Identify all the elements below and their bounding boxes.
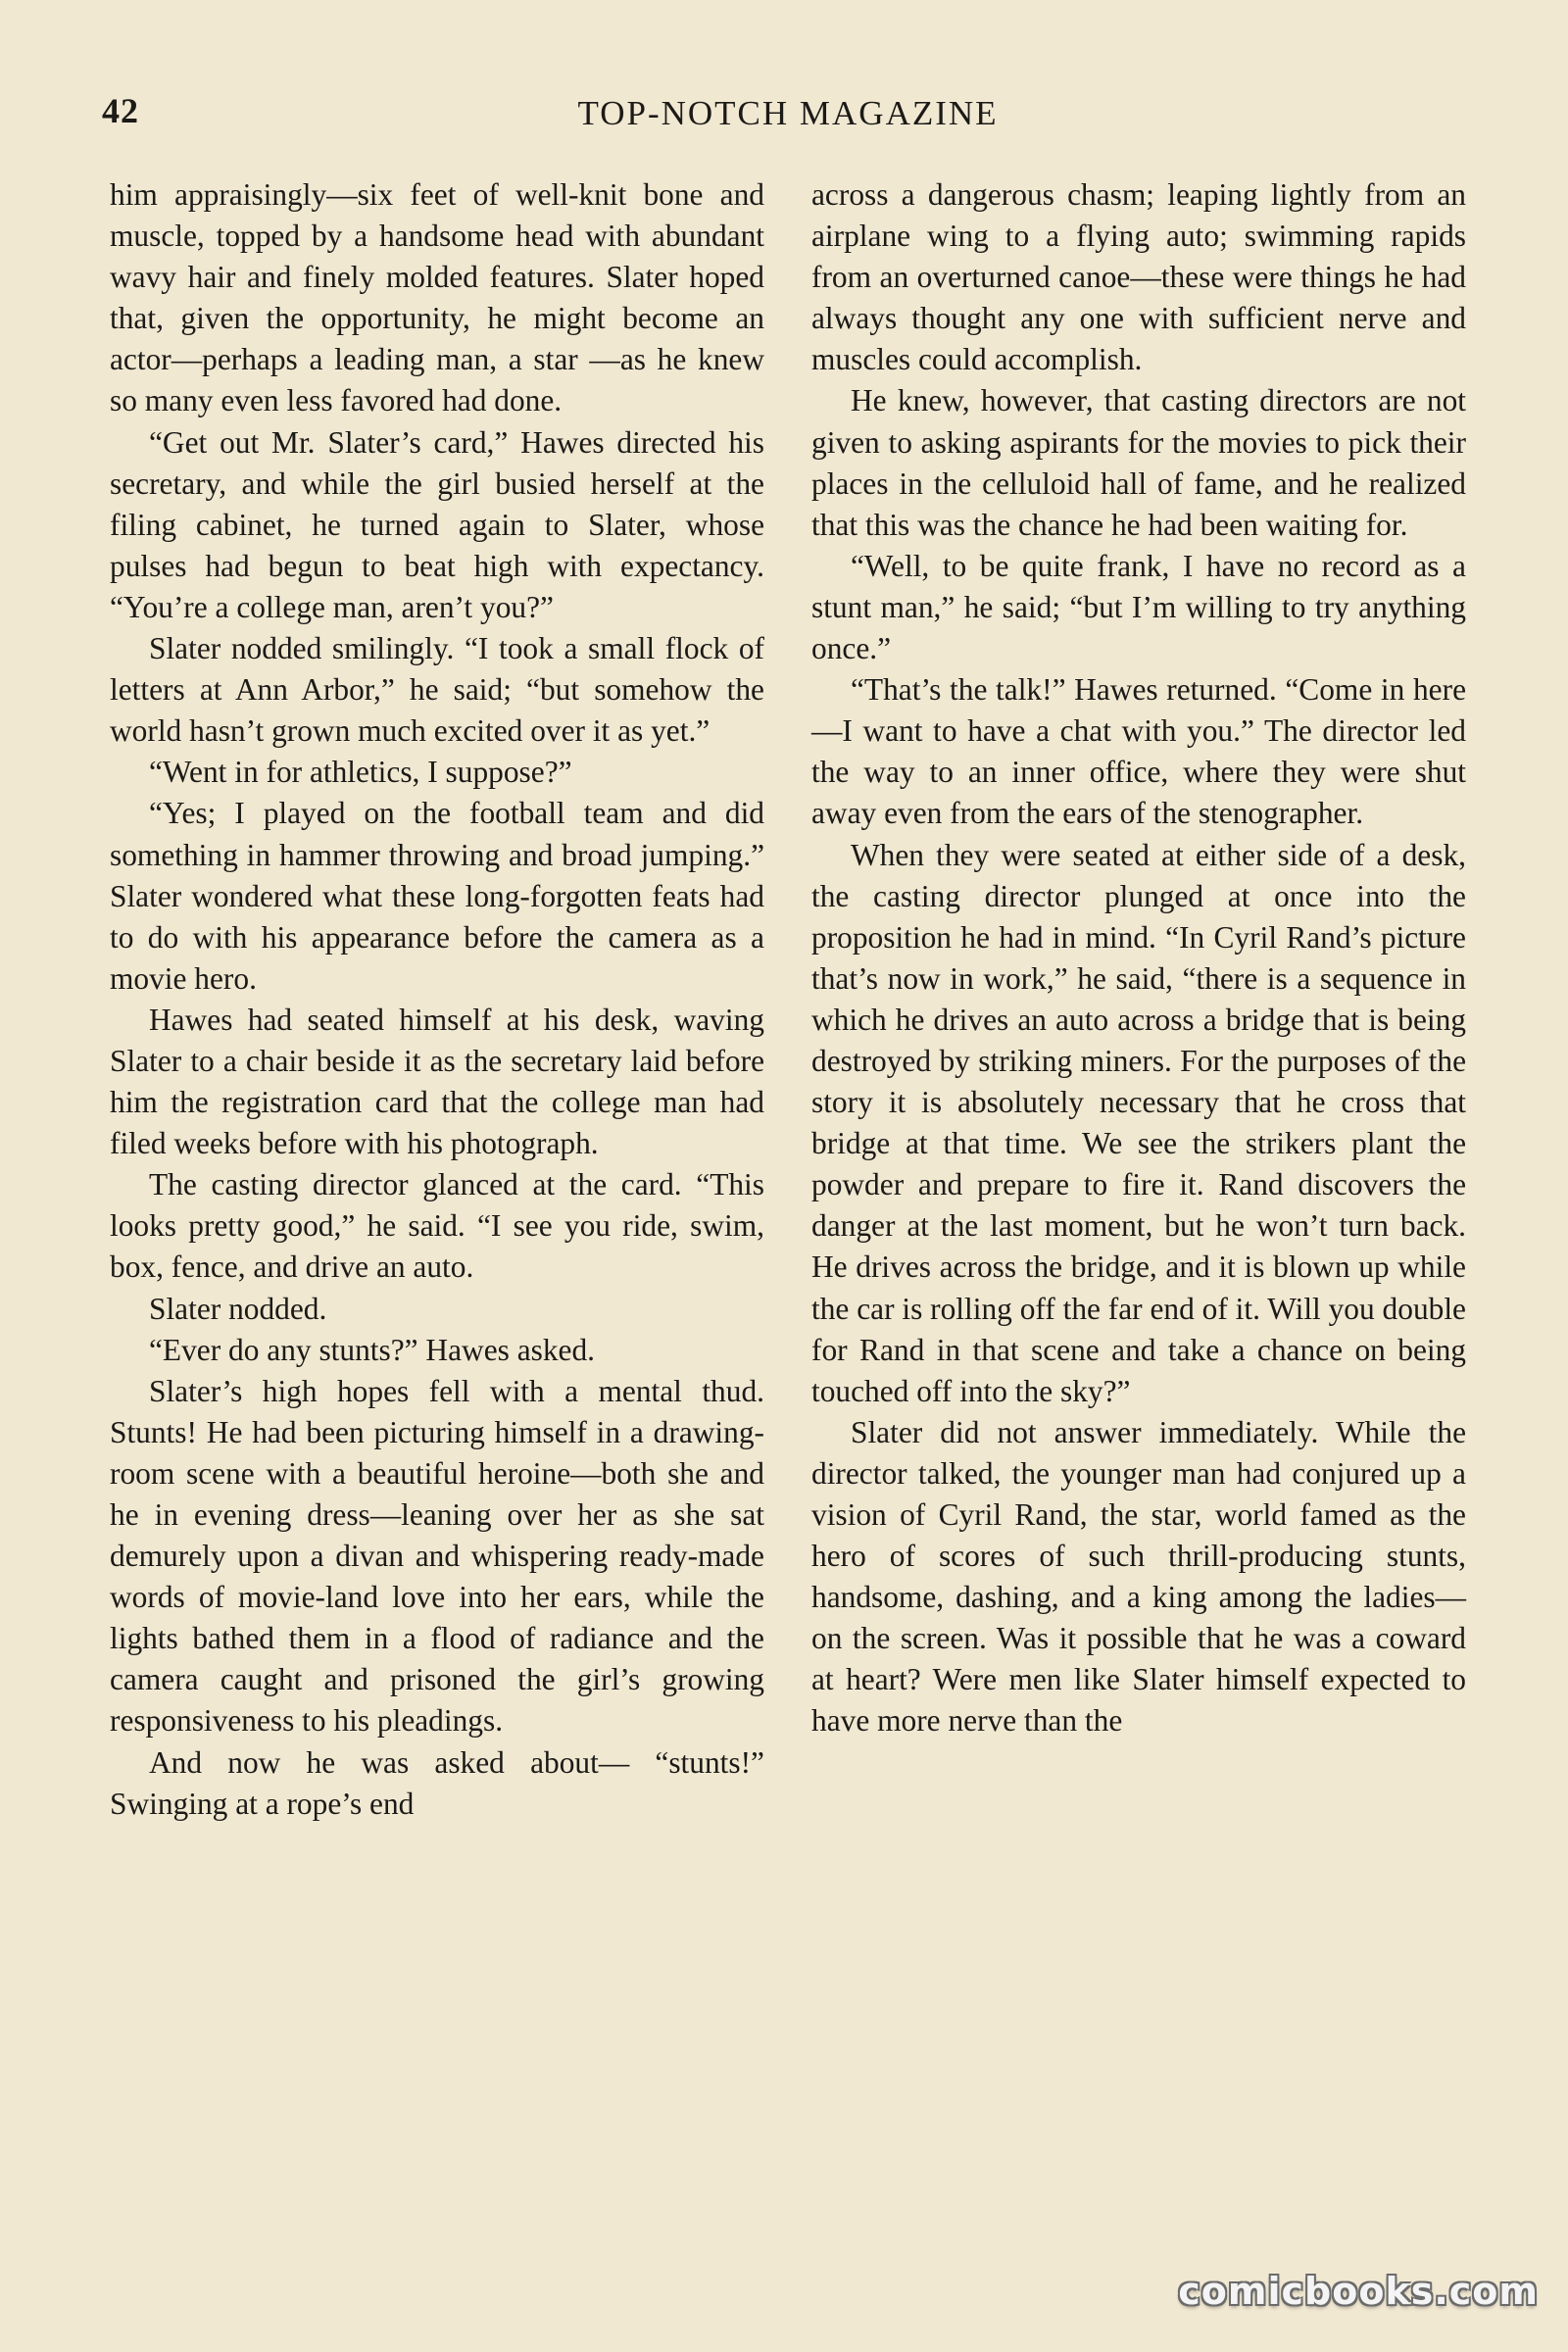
page-number: 42 — [102, 91, 139, 130]
paragraph: He knew, however, that casting directors are not given to asking aspirants for the movies to pick their places in the celluloid hall of fame, and he realized that this was the chance he had been waiting for. — [811, 383, 1466, 542]
page-header — [102, 90, 1474, 149]
paragraph: Slater’s high hopes fell with a mental thud. Stunts! He had been picturing himself in a drawing-room scene with a beautiful heroine—both she and he in evening dress—leaning over her as she sat demurely upon a divan and whispering ready-made words of movie-land love into her ears, while the lights bathed them in a flood of radiance and the camera caught and prisoned the girl’s growing responsiveness to his pleadings. — [110, 1373, 764, 1739]
paragraph: The casting director glanced at the card. “This looks pretty good,” he said. “I see you ride, swim, box, fence, and drive an auto. — [110, 1167, 764, 1285]
paragraph: Hawes had seated himself at his desk, waving Slater to a chair beside it as the secretary laid before him the registration card that the college man had filed weeks before with his photograph. — [110, 1002, 764, 1161]
paragraph: “Went in for athletics, I suppose?” — [149, 755, 572, 790]
paragraph: Slater nodded. — [149, 1291, 327, 1326]
watermark: comicbooks.com — [1178, 2270, 1539, 2313]
paragraph: When they were seated at either side of a desk, the casting director plunged at once into the proposition he had in mind. “In Cyril Rand’s picture that’s now in work,” he said, “there is a sequence in which he drives an auto across a bridge that is being destroyed by striking miners. For the purposes of the story it is absolutely necessary that he cross that bridge at that time. We see the strikers plant the powder and prepare to fire it. Rand discovers the danger at the last moment, but he won’t turn back. He drives across the bridge, and it is blown up while the car is rolling off the far end of it. Will you double for Rand in that scene and take a chance on being touched off into the sky?” — [811, 837, 1466, 1408]
paragraph: Slater nodded smilingly. “I took a small flock of letters at Ann Arbor,” he said; “but somehow the world hasn’t grown much excited over it as yet.” — [110, 631, 764, 749]
paragraph: “Well, to be quite frank, I have no record as a stunt man,” he said; “but I’m willing to try anything once.” — [811, 548, 1466, 666]
paragraph: And now he was asked about— “stunts!” Swinging at a rope’s end — [110, 1744, 764, 1821]
paragraph: “Ever do any stunts?” Hawes asked. — [149, 1332, 596, 1367]
paragraph: him appraisingly—six feet of well-knit bone and muscle, topped by a handsome head with abundant wavy hair and finely molded features. Slater hoped that, given the opportunity, he might become an actor—perhaps a leading man, a star —as he knew so many even less favored had done. — [110, 177, 764, 418]
left-text-column — [110, 174, 764, 1825]
paragraph: “Yes; I played on the football team and did something in hammer throwing and broad jumping.” Slater wondered what these long-forgotten feats had to do with his appearance before the camera as a movie hero. — [110, 796, 764, 996]
running-title: TOP-NOTCH MAGAZINE — [577, 94, 999, 132]
right-text-column — [811, 174, 1466, 1742]
paragraph: across a dangerous chasm; leaping lightly from an airplane wing to a flying auto; swimming rapids from an overturned canoe—these were things he had always thought any one with sufficient nerve and muscles could accomplish. — [811, 177, 1466, 377]
paragraph: “That’s the talk!” Hawes returned. “Come in here—I want to have a chat with you.” The director led the way to an inner office, where they were shut away even from the ears of the stenographer. — [811, 672, 1466, 831]
paragraph: Slater did not answer immediately. While the director talked, the younger man had conjured up a vision of Cyril Rand, the star, world famed as the hero of scores of such thrill-producing stunts, handsome, dashing, and a king among the ladies—on the screen. Was it possible that he was a coward at heart? Were men like Slater himself expected to have more nerve than the — [811, 1414, 1466, 1739]
paragraph: “Get out Mr. Slater’s card,” Hawes directed his secretary, and while the girl busied herself at the filing cabinet, he turned again to Slater, whose pulses had begun to beat high with expectancy. “You’re a college man, aren’t you?” — [110, 424, 764, 624]
